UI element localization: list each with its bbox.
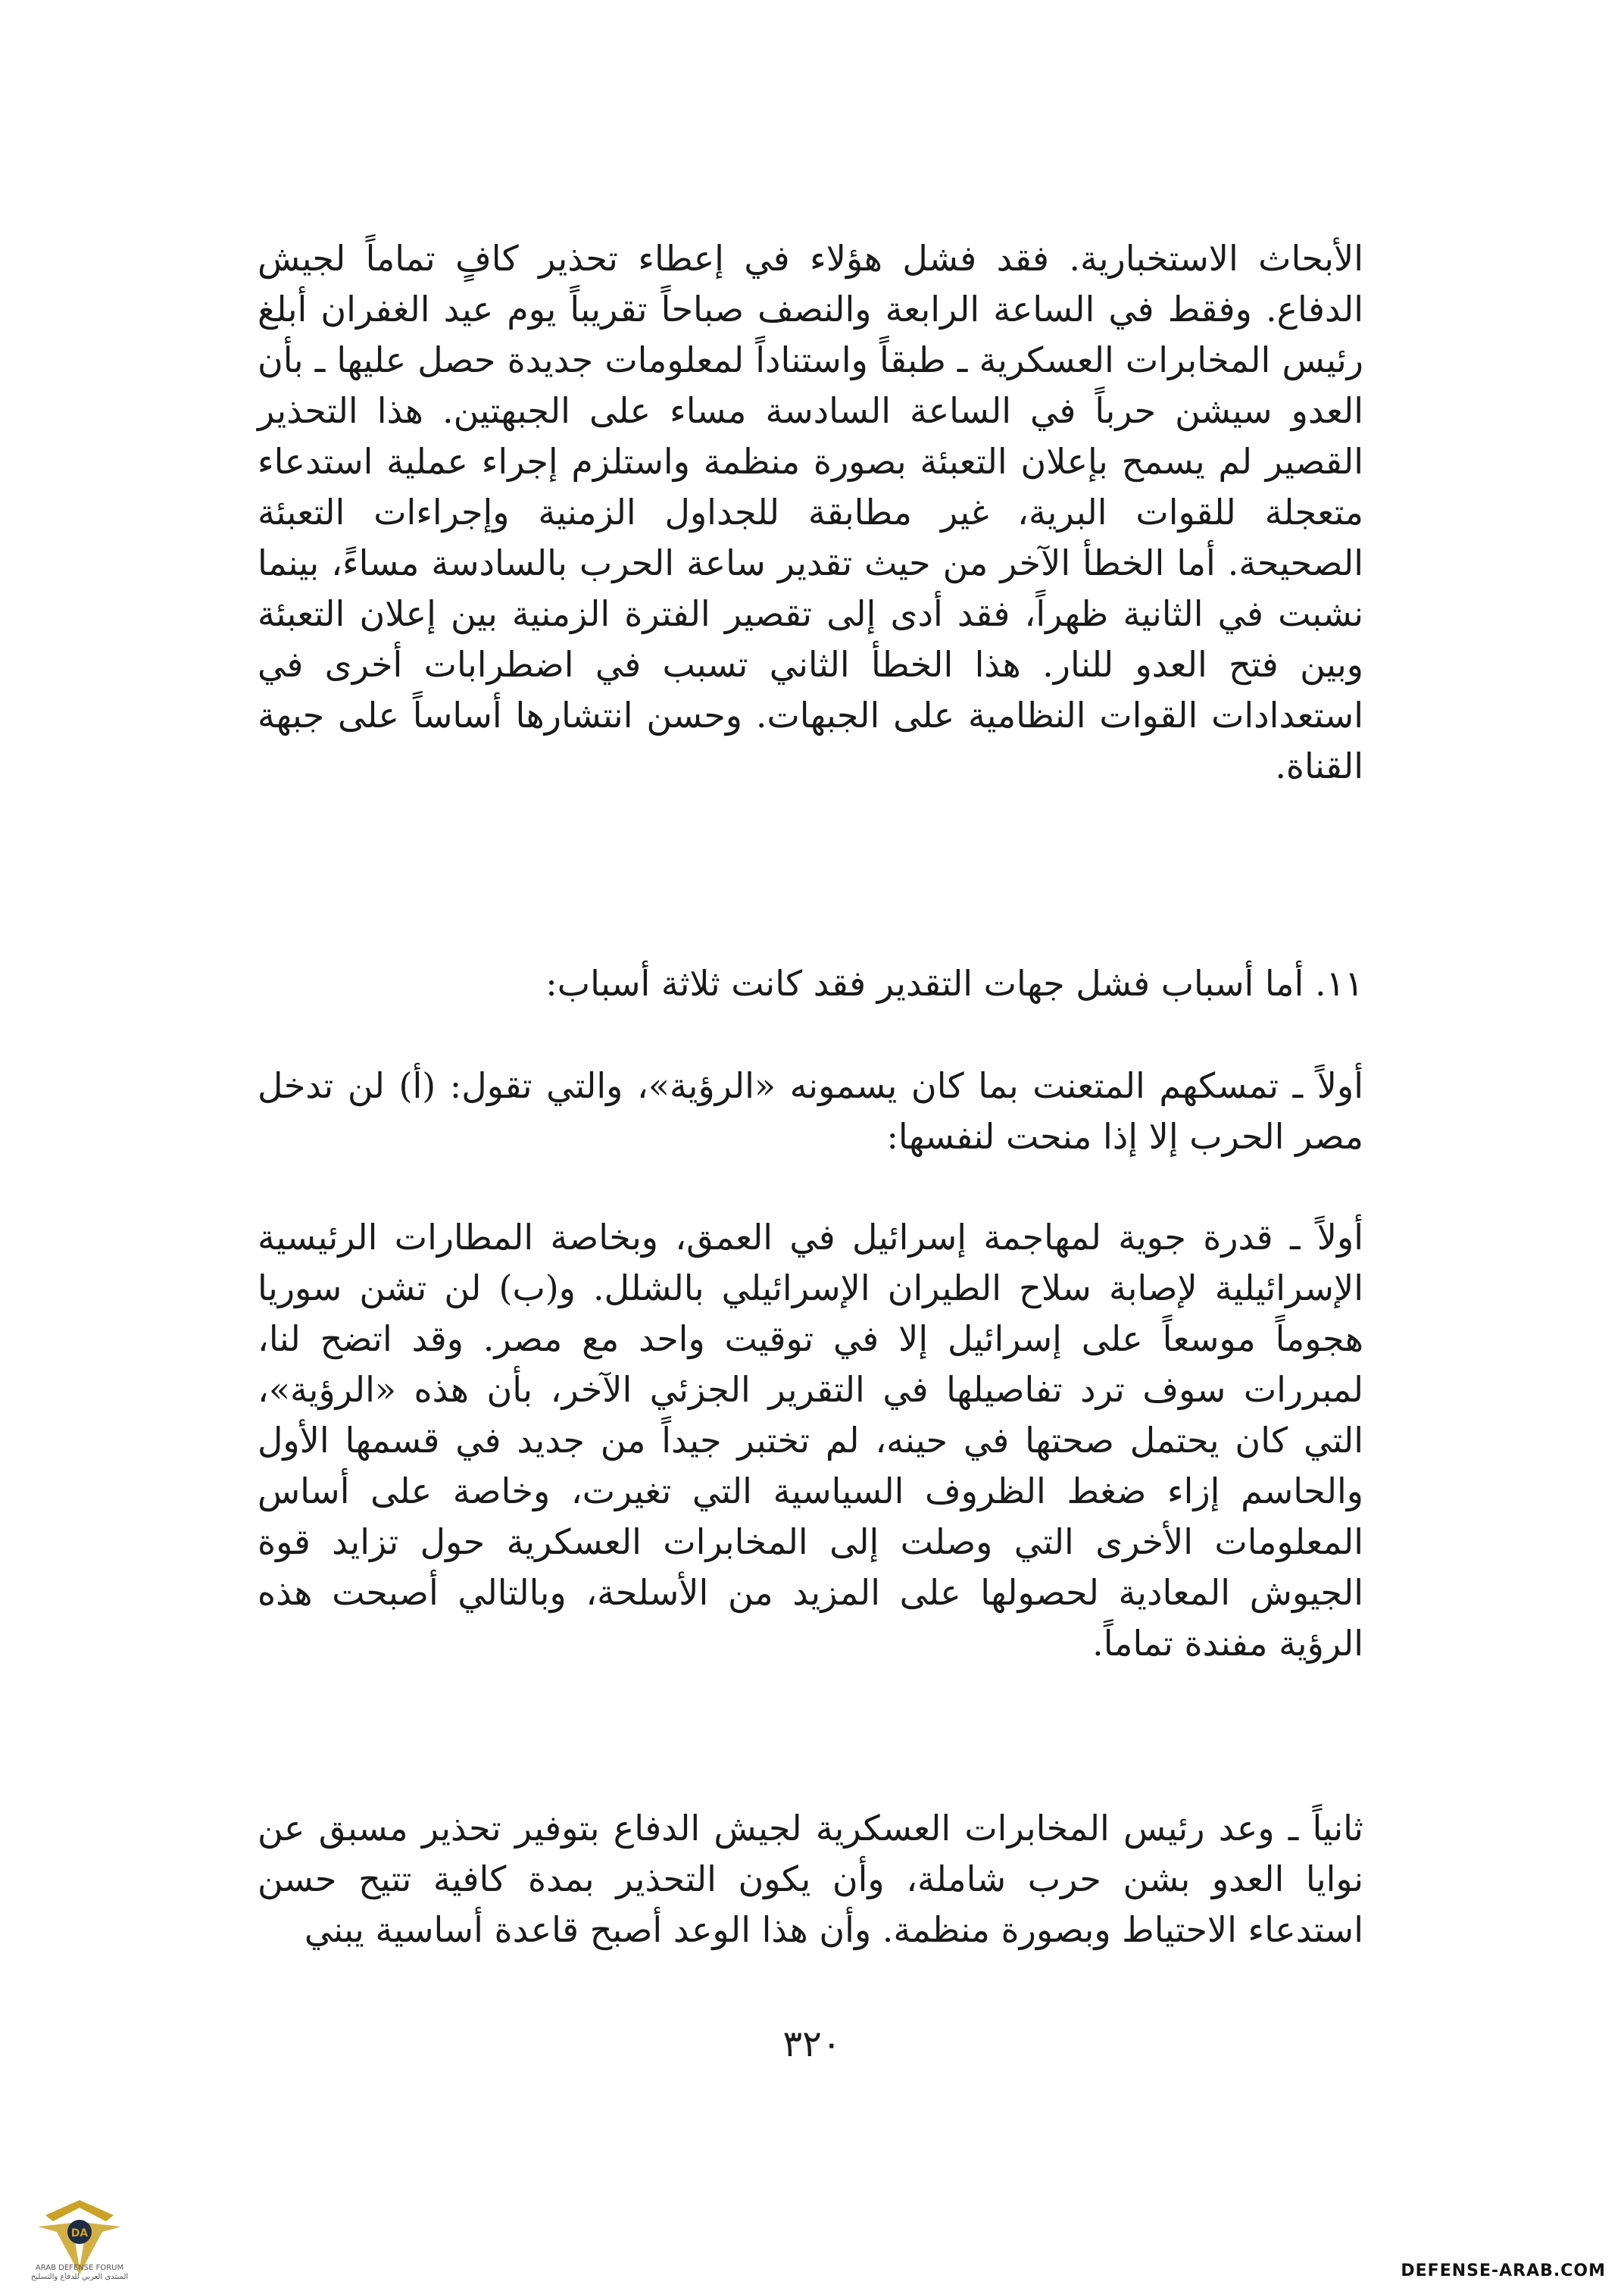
paragraph-second-reason [258, 1803, 1363, 1955]
site-url: DEFENSE-ARAB.COM [1401, 2261, 1606, 2280]
paragraph-first-reason [258, 1061, 1363, 1162]
paragraph-reasons-heading [258, 958, 1363, 1009]
svg-text:DA: DA [70, 2227, 89, 2239]
paragraph-text: الأبحاث الاستخبارية. فقد فشل هؤلاء في إعطاء تحذير كافٍ تماماً لجيش الدفاع. وفقط في الساعة الرابعة والنصف صباحاً تقريباً يوم عيد الغفران أبلغ رئيس المخابرات العسكرية ـ طبقاً واستناداً لمعلومات جديدة حصل عليها ـ بأن العدو سيشن حرباً في الساعة السادسة مساء على الجبهتين. هذا التحذير القصير لم يسمح بإعلان التعبئة بصورة منظمة واستلزم إجراء عملية استدعاء متعجلة للقوات البرية، غير مطابقة للجداول الزمنية وإجراءات التعبئة الصحيحة. أما الخطأ الآخر من حيث تقدير ساعة الحرب بالسادسة مساءً، بينما نشبت في الثانية ظهراً، فقد أدى إلى تقصير الفترة الزمنية بين إعلان التعبئة وبين فتح العدو للنار. هذا الخطأ الثاني تسبب في اضطرابات أخرى في استعدادات القوات النظامية على الجبهات. وحسن انتشارها أساساً على جبهة القناة. [258, 238, 1363, 786]
logo-caption-en: ARAB DEFENSE FORUM [35, 2264, 124, 2272]
paragraph-air-capability [258, 1212, 1363, 1669]
paragraph-text: ثانياً ـ وعد رئيس المخابرات العسكرية لجيش الدفاع بتوفير تحذير مسبق عن نوايا العدو بشن حرب شاملة، وأن يكون التحذير بمدة كافية تتيح حسن استدعاء الاحتياط وبصورة منظمة. وأن هذا الوعد أصبح قاعدة أساسية يبني [258, 1808, 1363, 1950]
paragraph-text: ١١. أما أسباب فشل جهات التقدير فقد كانت ثلاثة أسباب: [545, 963, 1363, 1004]
logo-caption-ar: المنتدى العربي للدفاع والتسليح [30, 2273, 129, 2281]
logo-caption [15, 2264, 144, 2282]
paragraph-text: أولاً ـ قدرة جوية لمهاجمة إسرائيل في العمق، وبخاصة المطارات الرئيسية الإسرائيلية لإصابة سلاح الطيران الإسرائيلي بالشلل. و(ب) لن تشن سوريا هجوماً موسعاً على إسرائيل إلا في توقيت واحد مع مصر. وقد اتضح لنا، لمبررات سوف ترد تفاصيلها في التقرير الجزئي الآخر، بأن هذه «الرؤية»، التي كان يحتمل صحتها في حينه، لم تختبر جيداً من جديد في قسمها الأول والحاسم إزاء ضغط الظروف السياسية التي تغيرت، وخاصة على أساس المعلومات الأخرى التي وصلت إلى المخابرات العسكرية حول تزايد قوة الجيوش المعادية لحصولها على المزيد من الأسلحة، وبالتالي أصبحت هذه الرؤية مفندة تماماً. [258, 1217, 1363, 1664]
page-number: ٣٢٠ [782, 2023, 842, 2065]
paragraph-intelligence-failure [258, 233, 1363, 792]
footer [0, 2185, 1624, 2291]
paragraph-text: أولاً ـ تمسكهم المتعنت بما كان يسمونه «الرؤية»، والتي تقول: (أ) لن تدخل مصر الحرب إلا إذا منحت لنفسها: [258, 1065, 1363, 1157]
